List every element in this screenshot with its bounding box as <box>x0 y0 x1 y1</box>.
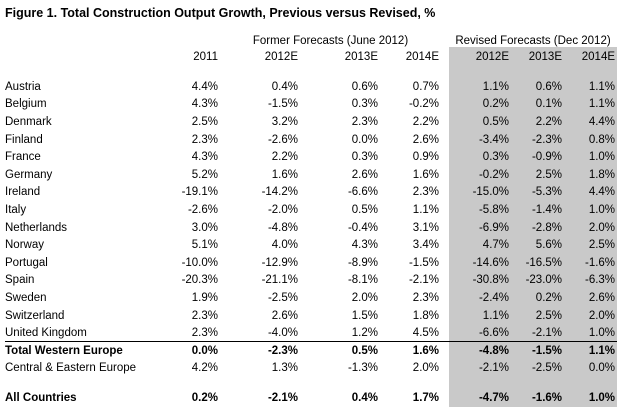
gap-cell <box>441 342 449 360</box>
value-cell: 2.6% <box>351 168 378 181</box>
value-cell: -2.5% <box>267 291 298 304</box>
spacer-cell <box>564 377 617 389</box>
value-cell: 0.2% <box>449 96 511 114</box>
value-cell: 1.6% <box>412 168 440 181</box>
value-cell: 4.0% <box>271 239 298 252</box>
value-cell: 0.5% <box>449 113 511 131</box>
table-row <box>5 219 617 237</box>
table-row <box>5 254 617 272</box>
value-cell: -1.3% <box>347 362 378 375</box>
country-label: Spain <box>5 274 35 287</box>
value-cell: 3.0% <box>191 221 218 234</box>
value-cell: -6.6% <box>449 324 511 342</box>
value-cell: 0.0% <box>351 133 378 146</box>
empty-cell <box>170 33 220 47</box>
value-cell: -0.2% <box>449 166 511 184</box>
value-cell: 0.6% <box>511 78 564 96</box>
table-row <box>5 131 617 149</box>
country-label: Finland <box>5 133 43 146</box>
value-cell: 0.3% <box>351 151 378 164</box>
value-cell: -3.4% <box>449 131 511 149</box>
value-cell: 5.1% <box>191 239 218 252</box>
value-cell: 1.6% <box>412 344 440 357</box>
value-cell: -5.3% <box>511 184 564 202</box>
value-cell: 2.3% <box>351 115 378 128</box>
value-cell: -20.3% <box>181 274 218 287</box>
table-row <box>5 360 617 378</box>
value-cell: 1.8% <box>564 166 617 184</box>
gap-cell <box>441 63 449 78</box>
value-cell: -6.9% <box>449 219 511 237</box>
value-cell: 1.1% <box>564 96 617 114</box>
value-cell: 4.4% <box>564 184 617 202</box>
value-cell: -21.1% <box>261 274 298 287</box>
value-cell: 2.5% <box>511 307 564 325</box>
table-row <box>5 113 617 131</box>
gap-cell <box>441 201 449 219</box>
column-header-revised-2013e: 2013E <box>511 47 564 63</box>
value-cell: 1.5% <box>351 309 378 322</box>
value-cell: 1.6% <box>271 168 298 181</box>
table-row <box>5 78 617 96</box>
country-label: Ireland <box>5 186 41 199</box>
gap-cell <box>441 148 449 166</box>
value-cell: 2.6% <box>564 289 617 307</box>
gap-cell <box>441 47 449 63</box>
value-cell: 1.2% <box>300 324 380 342</box>
value-cell: -8.1% <box>347 274 378 287</box>
value-cell: 2.6% <box>412 133 440 146</box>
country-label: Italy <box>5 203 27 216</box>
value-cell: 4.3% <box>351 239 378 252</box>
value-cell: 1.0% <box>564 324 617 342</box>
value-cell: -0.4% <box>347 221 378 234</box>
table-row <box>5 96 617 114</box>
former-forecasts-header: Former Forecasts (June 2012) <box>252 35 409 47</box>
gap-cell <box>441 289 449 307</box>
table-row <box>5 184 617 202</box>
value-cell: -5.8% <box>449 201 511 219</box>
value-cell: -6.6% <box>347 186 378 199</box>
group-header-row <box>5 33 617 47</box>
value-cell: -2.6% <box>267 133 298 146</box>
column-header-revised-2014e: 2014E <box>564 47 617 63</box>
value-cell: -2.3% <box>511 131 564 149</box>
value-cell: 1.9% <box>191 291 218 304</box>
value-cell: 4.5% <box>380 324 441 342</box>
country-label: Austria <box>5 80 41 93</box>
value-cell: 0.2% <box>511 289 564 307</box>
value-cell: 0.4% <box>271 80 298 93</box>
value-cell: 4.3% <box>191 98 218 111</box>
table-row <box>5 307 617 325</box>
value-cell: 1.1% <box>449 78 511 96</box>
value-cell: -0.9% <box>511 148 564 166</box>
value-cell: -1.5% <box>408 256 440 269</box>
value-cell: -1.6% <box>564 254 617 272</box>
value-cell: 2.3% <box>191 133 218 146</box>
spacer-cell <box>449 377 511 389</box>
value-cell: 1.0% <box>564 389 617 407</box>
value-cell: 2.6% <box>271 309 298 322</box>
value-cell: 2.3% <box>170 324 220 342</box>
header-spacer-row <box>5 63 617 78</box>
country-label: Switzerland <box>5 309 65 322</box>
value-cell: -4.8% <box>449 342 511 360</box>
value-cell: 3.1% <box>412 221 440 234</box>
value-cell: -2.1% <box>511 324 564 342</box>
value-cell: 2.5% <box>191 115 218 128</box>
value-cell: 4.4% <box>191 80 218 93</box>
value-cell: 2.3% <box>412 291 440 304</box>
value-cell: 1.1% <box>564 78 617 96</box>
value-cell: -19.1% <box>181 186 218 199</box>
value-cell: 0.5% <box>351 203 378 216</box>
forecast-table <box>5 33 617 407</box>
value-cell: 0.6% <box>351 80 378 93</box>
value-cell: -10.0% <box>181 256 218 269</box>
value-cell: -1.4% <box>511 201 564 219</box>
value-cell: -2.6% <box>187 203 218 216</box>
value-cell: -8.9% <box>347 256 378 269</box>
value-cell: 4.3% <box>191 151 218 164</box>
pre-total-spacer-row <box>5 377 617 389</box>
spacer-cell <box>511 377 564 389</box>
corner-cell <box>5 33 170 47</box>
value-cell: 3.4% <box>412 239 440 252</box>
value-cell: -12.9% <box>261 256 298 269</box>
country-label: Portugal <box>5 256 48 269</box>
table-row <box>5 324 617 342</box>
value-cell: -2.3% <box>267 344 298 357</box>
gap-cell <box>441 131 449 149</box>
value-cell: -2.4% <box>449 289 511 307</box>
gap-cell <box>441 324 449 342</box>
gap-cell <box>441 113 449 131</box>
gap-cell <box>441 254 449 272</box>
value-cell: -4.0% <box>220 324 300 342</box>
country-label: Norway <box>5 239 44 252</box>
value-cell: 0.0% <box>564 360 617 378</box>
table-row <box>5 342 617 360</box>
revised-forecasts-header: Revised Forecasts (Dec 2012) <box>455 35 611 47</box>
value-cell: -0.2% <box>408 98 440 111</box>
value-cell: 1.1% <box>449 307 511 325</box>
value-cell: 0.3% <box>351 98 378 111</box>
value-cell: 0.1% <box>511 96 564 114</box>
gap-cell <box>441 184 449 202</box>
value-cell: 1.3% <box>271 362 298 375</box>
value-cell: 0.2% <box>191 391 218 404</box>
value-cell: 2.0% <box>351 291 378 304</box>
value-cell: -1.5% <box>511 342 564 360</box>
gap-cell <box>441 360 449 378</box>
gap-cell <box>441 33 449 47</box>
table-row <box>5 201 617 219</box>
value-cell: -2.1% <box>408 274 440 287</box>
value-cell: 4.7% <box>449 236 511 254</box>
gap-cell <box>441 78 449 96</box>
table-row <box>5 272 617 290</box>
country-label: Denmark <box>5 115 52 128</box>
value-cell: 1.8% <box>412 309 440 322</box>
value-cell: -30.8% <box>449 272 511 290</box>
value-cell: 2.3% <box>412 186 440 199</box>
value-cell: 4.4% <box>564 113 617 131</box>
country-label: Belgium <box>5 98 47 111</box>
table-row <box>5 289 617 307</box>
value-cell: -2.8% <box>511 219 564 237</box>
table-row <box>5 148 617 166</box>
value-cell: 2.0% <box>564 219 617 237</box>
table-row <box>5 166 617 184</box>
value-cell: 1.0% <box>564 201 617 219</box>
value-cell: 5.6% <box>511 236 564 254</box>
country-label: Total Western Europe <box>5 344 123 357</box>
gap-cell <box>441 389 449 407</box>
gap-cell <box>441 219 449 237</box>
gap-cell <box>441 377 449 389</box>
value-cell: 2.5% <box>511 166 564 184</box>
value-cell: -15.0% <box>449 184 511 202</box>
figure-title: Figure 1. Total Construction Output Growth, Previous versus Revised, % <box>5 6 436 20</box>
value-cell: 2.0% <box>412 362 440 375</box>
spacer-cell <box>511 63 564 78</box>
value-cell: 1.0% <box>564 148 617 166</box>
value-cell: 2.2% <box>412 115 440 128</box>
gap-cell <box>441 307 449 325</box>
value-cell: -14.2% <box>261 186 298 199</box>
value-cell: 2.2% <box>511 113 564 131</box>
value-cell: -1.6% <box>511 389 564 407</box>
value-cell: -2.0% <box>267 203 298 216</box>
gap-cell <box>441 236 449 254</box>
spacer-cell <box>449 63 511 78</box>
column-header-former-2013e: 2013E <box>344 51 378 63</box>
value-cell: 0.9% <box>412 151 440 164</box>
value-cell: -1.5% <box>267 98 298 111</box>
table-row <box>5 389 617 407</box>
value-cell: -23.0% <box>511 272 564 290</box>
value-cell: 3.2% <box>271 115 298 128</box>
value-cell: 1.1% <box>564 342 617 360</box>
value-cell: 0.5% <box>351 344 378 357</box>
country-label: Germany <box>5 168 53 181</box>
spacer-cell <box>5 377 441 389</box>
gap-cell <box>441 166 449 184</box>
table-body <box>5 78 617 407</box>
gap-cell <box>441 272 449 290</box>
value-cell: -4.7% <box>449 389 511 407</box>
value-cell: 0.3% <box>449 148 511 166</box>
empty-label-header <box>5 47 170 63</box>
value-cell: 2.0% <box>564 307 617 325</box>
value-cell: -14.6% <box>449 254 511 272</box>
value-cell: -6.3% <box>564 272 617 290</box>
value-cell: -2.1% <box>267 391 298 404</box>
value-cell: 4.2% <box>191 362 218 375</box>
country-label: Sweden <box>5 291 47 304</box>
value-cell: 1.7% <box>412 391 440 404</box>
value-cell: 2.3% <box>191 309 218 322</box>
value-cell: 0.4% <box>351 391 378 404</box>
value-cell: 2.2% <box>271 151 298 164</box>
spacer-cell <box>5 63 441 78</box>
country-label: United Kingdom <box>5 324 170 342</box>
value-cell: 0.8% <box>564 131 617 149</box>
country-label: Central & Eastern Europe <box>5 362 137 375</box>
column-header-revised-2012e: 2012E <box>449 47 511 63</box>
value-cell: 0.0% <box>191 344 218 357</box>
column-header-row <box>5 47 617 63</box>
country-label: France <box>5 151 41 164</box>
table-row <box>5 236 617 254</box>
column-header-former-2012e: 2012E <box>264 51 298 63</box>
column-header-2011: 2011 <box>193 51 218 63</box>
value-cell: -4.8% <box>267 221 298 234</box>
spacer-cell <box>564 63 617 78</box>
value-cell: -2.1% <box>449 360 511 378</box>
value-cell: -16.5% <box>511 254 564 272</box>
value-cell: 0.7% <box>412 80 440 93</box>
value-cell: 5.2% <box>191 168 218 181</box>
value-cell: 1.1% <box>412 203 440 216</box>
column-header-former-2014e: 2014E <box>405 51 440 63</box>
country-label: All Countries <box>5 391 77 404</box>
country-label: Netherlands <box>5 221 68 234</box>
value-cell: -2.5% <box>511 360 564 378</box>
gap-cell <box>441 96 449 114</box>
value-cell: 2.5% <box>564 236 617 254</box>
